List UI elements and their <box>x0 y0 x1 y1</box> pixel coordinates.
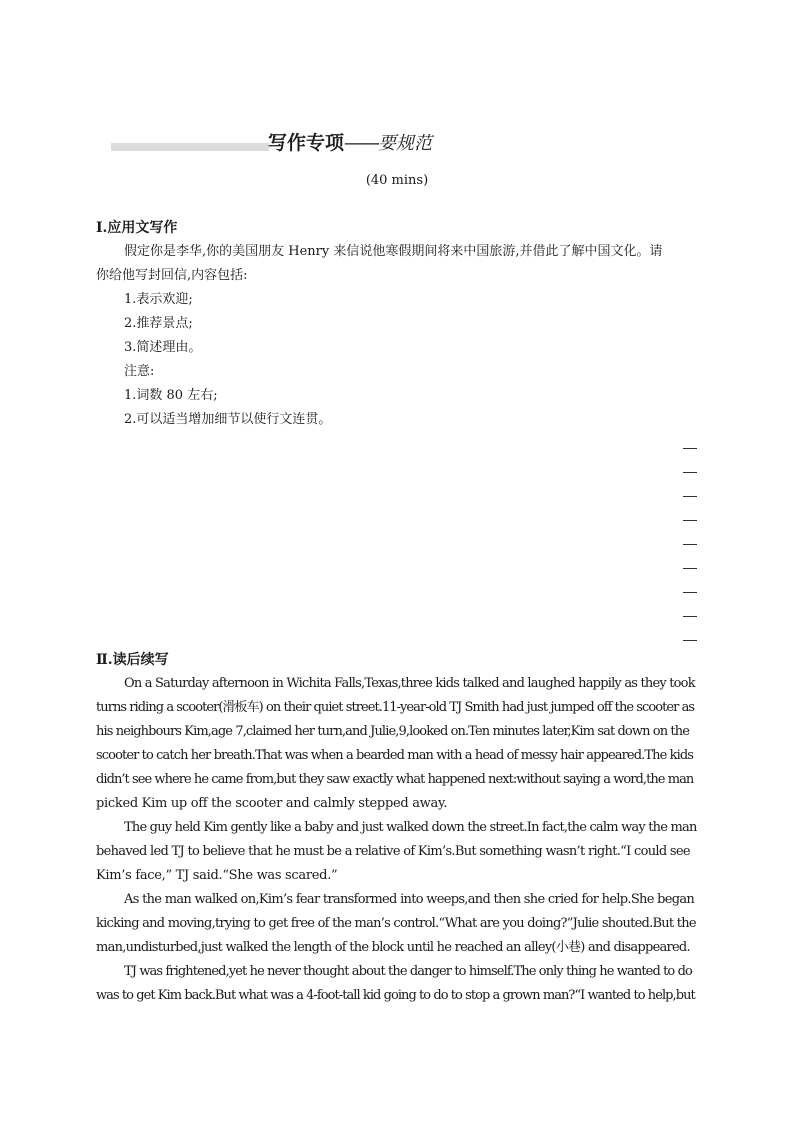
section1-line: 1.表示欢迎; <box>124 292 193 307</box>
title-subtitle: 要规范 <box>378 133 433 154</box>
section1-line: 注意: <box>124 364 155 379</box>
answer-blank[interactable] <box>683 544 697 545</box>
answer-blank[interactable] <box>683 592 697 593</box>
passage-line: scooter to catch her breath.That was when a bearded man with a head of messy hair appeared.The kids <box>96 748 694 763</box>
section2-heading: Ⅱ.读后续写 <box>96 652 169 668</box>
answer-blank[interactable] <box>683 448 697 449</box>
page-title <box>268 131 432 156</box>
passage-line: behaved led TJ to believe that he must be a relative of Kim’s.But something wasn’t right.“I could see <box>96 844 690 859</box>
passage-line: man,undisturbed,just walked the length of the block until he reached an alley(小巷) and disappeared. <box>96 940 690 955</box>
passage-line: didn’t see where he came from,but they saw exactly what happened next:without saying a word,the man <box>96 772 694 787</box>
answer-blank[interactable] <box>683 520 697 521</box>
passage-line: Kim’s face,” TJ said.“She was scared.” <box>96 868 338 883</box>
section1-line: 2.可以适当增加细节以使行文连贯。 <box>124 412 332 427</box>
answer-blank[interactable] <box>683 616 697 617</box>
answer-blank[interactable] <box>683 496 697 497</box>
answer-blank[interactable] <box>683 640 697 641</box>
passage-line: TJ was frightened,yet he never thought about the danger to himself.The only thing he wanted to do <box>124 964 692 979</box>
duration-label: (40 mins) <box>365 173 429 188</box>
section1-line: 假定你是李华,你的美国朋友 Henry 来信说他寒假期间将来中国旅游,并借此了解中国文化。请 <box>124 244 663 259</box>
title-dash: —— <box>344 132 379 154</box>
passage-line: was to get Kim back.But what was a 4-foot-tall kid going to do to stop a grown man?“I wanted to help,but <box>96 988 695 1003</box>
answer-blank[interactable] <box>683 568 697 569</box>
title-decoration-bar <box>111 143 269 151</box>
passage-line: kicking and moving,trying to get free of the man’s control.“What are you doing?”Julie shouted.But the <box>96 916 696 931</box>
section1-line: 3.简述理由。 <box>124 340 202 355</box>
section1-line: 你给他写封回信,内容包括: <box>96 268 248 283</box>
passage-line: picked Kim up off the scooter and calmly stepped away. <box>96 796 448 811</box>
section1-heading: Ⅰ.应用文写作 <box>96 220 178 236</box>
passage-line: As the man walked on,Kim’s fear transformed into weeps,and then she cried for help.She began <box>124 892 695 907</box>
passage-line: On a Saturday afternoon in Wichita Falls,Texas,three kids talked and laughed happily as they took <box>124 676 695 691</box>
section1-line: 1.词数 80 左右; <box>124 388 218 403</box>
title-main: 写作专项 <box>268 132 345 154</box>
answer-blank[interactable] <box>683 472 697 473</box>
passage-line: turns riding a scooter(滑板车) on their quiet street.11-year-old TJ Smith had just jumped off the scooter as <box>96 700 695 715</box>
passage-line: his neighbours Kim,age 7,claimed her turn,and Julie,9,looked on.Ten minutes later,Kim sat down on the <box>96 724 690 739</box>
passage-line: The guy held Kim gently like a baby and just walked down the street.In fact,the calm way the man <box>124 820 697 835</box>
section1-line: 2.推荐景点; <box>124 316 193 331</box>
